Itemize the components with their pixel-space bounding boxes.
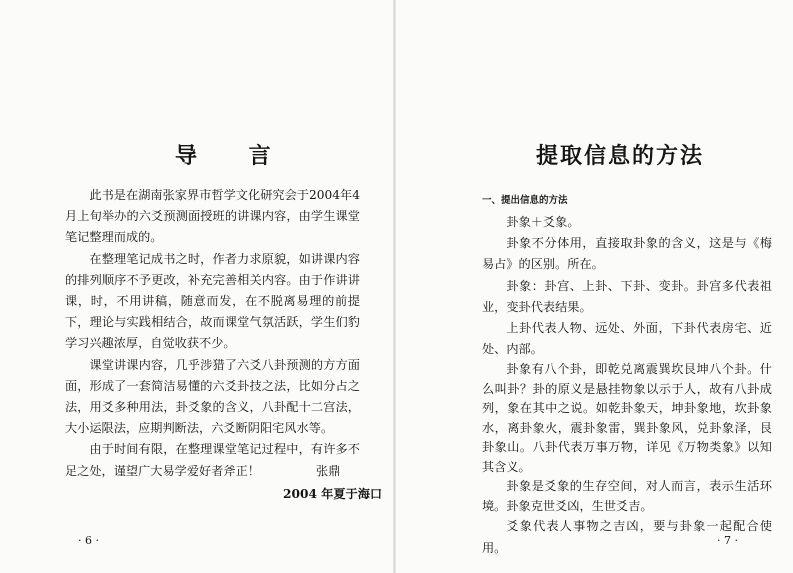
paragraph: 卦象不分体用，直接取卦象的含义，这是与《梅易占》的区别。所在。	[482, 236, 772, 272]
body-text	[65, 185, 360, 482]
paragraph: 在整理笔记成书之时，作者力求原貌，如讲课内容的排列顺序不予更改，补充完善相关内容。由于作讲讲课，时，不用讲稿，随意而发，在不脱离易理的前提下，理论与实践相结合，故而课堂气氛活跃，学生们豹学习兴趣浓厚，自觉收获不少。	[65, 251, 360, 351]
page-number: · 7 ·	[717, 534, 738, 547]
body-text	[482, 212, 772, 559]
page-title: 提取信息的方法	[536, 143, 705, 169]
paragraph: 由于时间有限，在整理课堂笔记过程中，有许多不足之处，谨望广大易学爱好者斧正！	[65, 442, 360, 478]
section-heading: 一、提出信息的方法	[482, 195, 568, 206]
paragraph: 卦象＋爻象。	[506, 215, 580, 229]
paragraph: 卦象有八个卦，即乾兑离震巽坎艮坤八个卦。什么叫卦？卦的原义是悬挂物象以示于人，故有八卦成列，象在其中之说。如乾卦象天，坤卦象地，坎卦象水，离卦象火，震卦象雷，巽卦象风，兑卦象泽，艮卦象山。八卦代表万事万物，详见《万物类象》以知其含义。	[482, 362, 772, 474]
paragraph: 卦象：卦宫、上卦、下卦、变卦。卦宫多代表祖业，变卦代表结果。	[482, 278, 772, 314]
page-number: · 6 ·	[78, 534, 99, 547]
right-page	[396, 0, 793, 573]
left-page	[0, 0, 396, 573]
author-signature: 张鼎	[316, 464, 341, 478]
paragraph: 上卦代表人物、远处、外面，下卦代表房宅、近处、内部。	[482, 321, 772, 357]
paragraph: 此书是在湖南张家界市哲学文化研究会于2004年4月上旬举办的六爻预测面授班的讲课内容，由学生课堂笔记整理而成的。	[65, 188, 360, 245]
page-title: 导 言	[175, 143, 293, 169]
paragraph: 爻象代表人事物之吉凶，要与卦象一起配合使用。	[482, 519, 772, 555]
paragraph: 课堂讲课内容，几乎涉猎了六爻八卦预测的方方面面，形成了一套简洁易懂的六爻卦技之法，比如分占之法，用爻多种用法，卦爻象的含义，八卦配十二宫法，大小运限法，应期判断法，六爻断阴阳宅风水等。	[65, 357, 360, 436]
date-line: 2004 年夏于海口	[283, 487, 383, 501]
paragraph: 卦象是爻象的生存空间，对人而言，表示生活环境。卦象克世爻凶，生世爻吉。	[482, 479, 772, 513]
